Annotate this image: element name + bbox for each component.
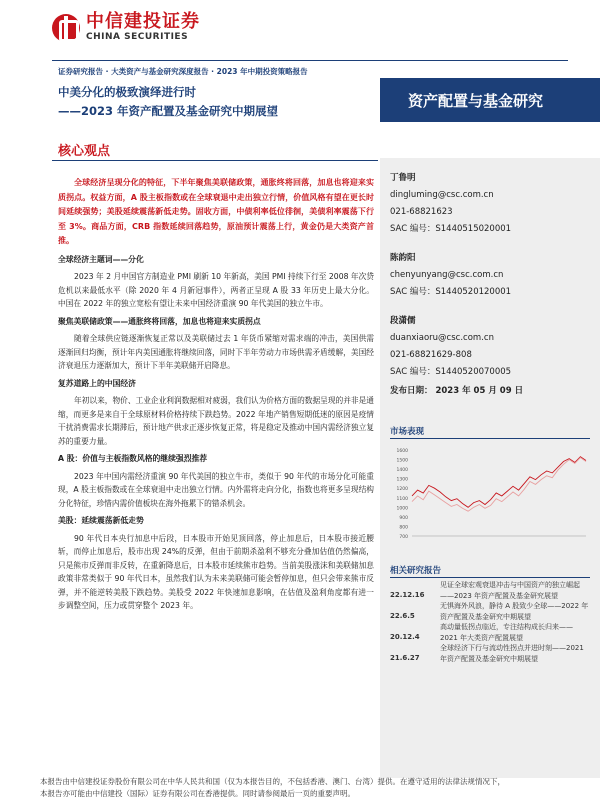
section-heading: 全球经济主题词——分化 — [58, 254, 144, 264]
related-report-item[interactable] — [390, 601, 590, 622]
section-paragraph: 2023 年 2 月中国官方制造业 PMI 刷新 10 年新高，美国 PMI 持续下行至 2008 年次贷危机以来最低水平（除 2020 年 4 月新冠事件），两者正呈现 A 股 33 年历史上最大分化。中国在 2022 年的独立宽松有望让未来中国经济重演 90 年代美国的独立牛市。 — [58, 272, 374, 308]
main-body — [58, 176, 374, 613]
section-heading: 聚焦美联储政策——通胀终将回落，加息也将迎来实质拐点 — [58, 316, 261, 326]
market-chart — [390, 444, 590, 544]
report-date: 21.6.27 — [390, 654, 420, 662]
title-line-2: ——2023 年资产配置及基金研究中期展望 — [58, 104, 279, 118]
analyst-item — [390, 250, 590, 301]
logo-en: CHINA SECURITIES — [86, 32, 189, 42]
related-report-item[interactable] — [390, 580, 590, 601]
logo-mark-icon — [52, 14, 80, 42]
logo-cn: 中信建投证券 — [86, 11, 200, 32]
breadcrumb: 证券研究报告 · 大类资产与基金研究深度报告 · 2023 年中期投资策略报告 — [58, 67, 308, 76]
analyst-sac: SAC 编号：S1440515020001 — [390, 224, 512, 234]
y-tick-label: 700 — [399, 535, 408, 540]
section-paragraph: 2023 年中国内需经济重演 90 年代美国的独立牛市，类似于 90 年代的市场分化可能重现，A 股主板指数或在全球衰退中走出独立行情。内外需将走向分化，指数也将更多呈现结构分化特征，珍惜内需价值板块在海外拖累下的错杀机会。 — [58, 471, 374, 508]
y-tick-label: 900 — [399, 515, 408, 521]
related-report-list — [390, 580, 590, 664]
y-tick-label: 1100 — [396, 496, 408, 502]
title-line-1: 中美分化的极致演绎进行时 — [58, 85, 196, 99]
core-divider — [52, 160, 378, 161]
analyst-item — [390, 313, 590, 400]
y-tick-label: 1600 — [396, 449, 408, 454]
section-paragraph: 随着全球供应链逐渐恢复正常以及美联储过去 1 年货币紧缩对需求端的冲击，美国供需逐渐回归均衡，预计年内美国通胀将继续回落，同时下半年劳动力市场供需矛盾缓解，美国经济衰退压力逐渐加大，预计下半年美联储开启降息。 — [58, 334, 374, 370]
analyst-email[interactable]: dingluming@csc.com.cn — [390, 190, 494, 200]
analyst-name: 丁鲁明 — [390, 173, 416, 183]
analyst-name: 陈韵阳 — [390, 253, 416, 263]
core-heading: 核心观点 — [58, 144, 111, 159]
section-paragraph: 年初以来，物价、工业企业利润数据相对疲弱，我们认为价格方面的数据呈现的并非是通缩，而更多是来自于全球原材料价格持续下跌趋势。2022 年地产销售短期低迷的原因是疫情干扰消费需求长期滞后，预计地产供求正逐步恢复正常，将是稳定及推动中国内需经济独立复苏的重要力量。 — [58, 396, 374, 446]
related-title: 相关研究报告 — [390, 566, 442, 576]
analyst-name: 段潇儒 — [390, 316, 416, 326]
analyst-list — [390, 170, 590, 412]
analyst-email[interactable]: chenyunyang@csc.com.cn — [390, 270, 504, 280]
y-tick-label: 1300 — [396, 477, 408, 483]
section-heading: 美股：延续震荡新低走势 — [58, 516, 144, 525]
report-date: 20.12.4 — [390, 633, 420, 641]
report-date: 22.12.16 — [390, 591, 425, 599]
footer-line-2: 本报告亦可能由中信建投（国际）证券有限公司在香港提供。同时请参阅最后一页的重要声明。 — [40, 789, 355, 798]
section-heading: A 股：价值与主板指数风格的继续强烈推荐 — [58, 454, 208, 463]
footer-line-1: 本报告由中信建投证券股份有限公司在中华人民共和国（仅为本报告目的，不包括香港、澳门、台湾）提供。在遵守适用的法律法规情况下， — [40, 777, 505, 786]
report-date: 22.6.5 — [390, 612, 415, 620]
footer-disclaimer — [40, 776, 600, 800]
section-heading: 复苏道路上的中国经济 — [58, 378, 136, 388]
y-tick-label: 1400 — [396, 468, 408, 474]
y-tick-label: 800 — [399, 525, 408, 531]
y-tick-label: 1500 — [396, 458, 408, 464]
analyst-sac: SAC 编号：S1440520120001 — [390, 287, 512, 297]
report-title-link[interactable]: 全球经济下行与流动性拐点并进时刻——2021 年资产配置及基金研究中期展望 — [440, 644, 584, 663]
publish-date: 发布日期： 2023 年 05 月 09 日 — [390, 386, 524, 396]
report-title-link[interactable]: 无惧海外风浪，静待 A 股致少全球——2022 年资产配置及基金研究中期展望 — [440, 602, 589, 621]
header-divider — [52, 60, 568, 61]
category-banner: 资产配置与基金研究 — [380, 78, 600, 122]
y-tick-label: 1000 — [396, 506, 408, 512]
analyst-phone: 021-68821623 — [390, 207, 453, 217]
related-report-item[interactable] — [390, 622, 590, 643]
analyst-item — [390, 170, 590, 238]
related-divider — [390, 577, 590, 578]
company-logo — [52, 12, 200, 43]
analyst-sac: SAC 编号：S1440520070005 — [390, 367, 512, 377]
report-title — [58, 83, 378, 121]
summary-paragraph: 全球经济呈现分化的特征，下半年聚焦美联储政策，通胀终将回落，加息也将迎来实质拐点。权益方面，A 股主板指数或在全球衰退中走出独立行情，价值风格有望在更长时间延续强势；美股延续震荡新低走势。固收方面，中债利率低位徘徊，美债利率震荡下行至 3%。商品方面，CRB 指数延续回落趋势，原油预计震荡上行，黄金仍是大类资产首推。 — [58, 178, 374, 245]
section-paragraph: 90 年代日本央行加息中后段，日本股市开始见顶回落，停止加息后，日本股市接近腰斩，而停止加息后，股市出现 24%的反弹，但由于前期杀盈利不够充分叠加估值仍然偏高，只是熊市反弹而非反转，在重新降息后，日本股市延续熊市趋势。当前美股涨沫和美联储加息政策非常类似于 90 年代日本，虽然我们认为未来美联储可能会暂停加息，但只会带来熊市反弹，并不能逆转美股下跌趋势。美股受 2022 年快速加息影响，在估值及盈利角度都有进一步调整空间，压力或贯穿整个 2023 年。 — [58, 533, 374, 610]
analyst-email[interactable]: duanxiaoru@csc.com.cn — [390, 333, 494, 343]
market-divider — [390, 438, 590, 439]
report-title-link[interactable]: 见证全球宏观衰退冲击与中国资产的独立崛起——2023 年资产配置及基金研究展望 — [440, 581, 580, 600]
y-tick-label: 1200 — [396, 487, 408, 493]
related-report-item[interactable] — [390, 643, 590, 664]
analyst-phone: 021-68821629-808 — [390, 350, 472, 360]
report-title-link[interactable]: 高动量低拐点临近，专注结构成长归来——2021 年大类资产配置展望 — [440, 623, 573, 642]
market-title: 市场表现 — [390, 427, 425, 437]
